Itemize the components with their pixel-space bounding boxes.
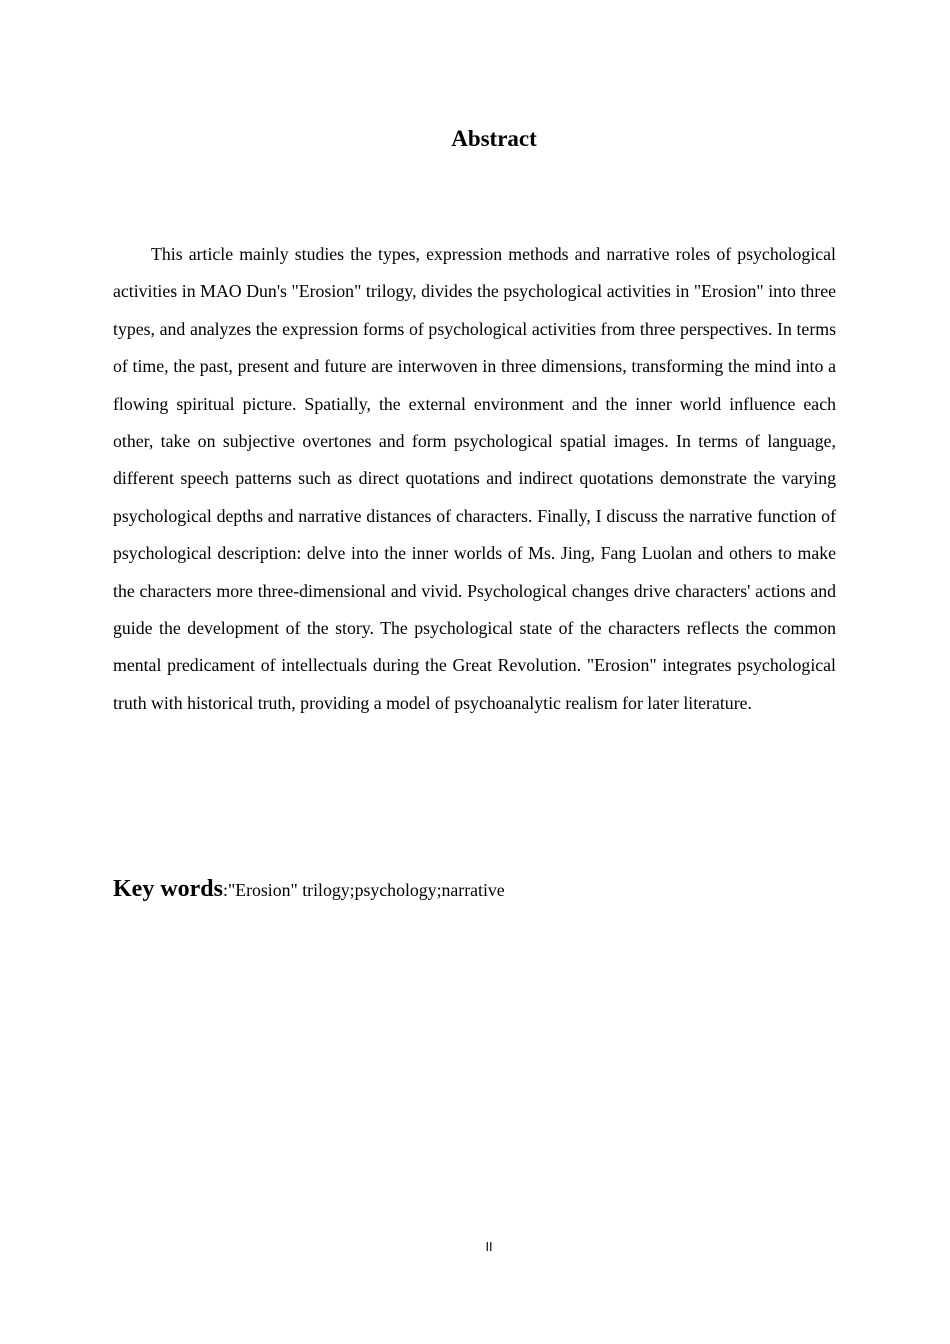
abstract-paragraph: This article mainly studies the types, expression methods and narrative roles of psychological activities in MAO Dun's "Erosion" trilogy, divides the psychological activities in "Erosion" into three types, and analyzes the expression forms of psychological activities from three perspectives. In terms of time, the past, present and future are interwoven in three dimensions, transforming the mind into a flowing spiritual picture. Spatially, the external environment and the inner world influence each other, take on subjective overtones and form psychological spatial images. In terms of language, different speech patterns such as direct quotations and indirect quotations demonstrate the varying psychological depths and narrative distances of characters. Finally, I discuss the narrative function of psychological description: delve into the inner worlds of Ms. Jing, Fang Luolan and others to make the characters more three-dimensional and vivid. Psychological changes drive characters' actions and guide the development of the story. The psychological state of the characters reflects the common mental predicament of intellectuals during the Great Revolution. "Erosion" integrates psychological truth with historical truth, providing a model of psychoanalytic realism for later literature. xyxy=(113,244,836,713)
keywords-line xyxy=(113,872,836,909)
keywords-separator: : xyxy=(223,880,228,900)
keywords-value: "Erosion" trilogy;psychology;narrative xyxy=(227,880,505,900)
keywords-label: Key words xyxy=(113,876,223,902)
abstract-title: Abstract xyxy=(451,126,537,151)
page-number: II xyxy=(485,1240,493,1254)
